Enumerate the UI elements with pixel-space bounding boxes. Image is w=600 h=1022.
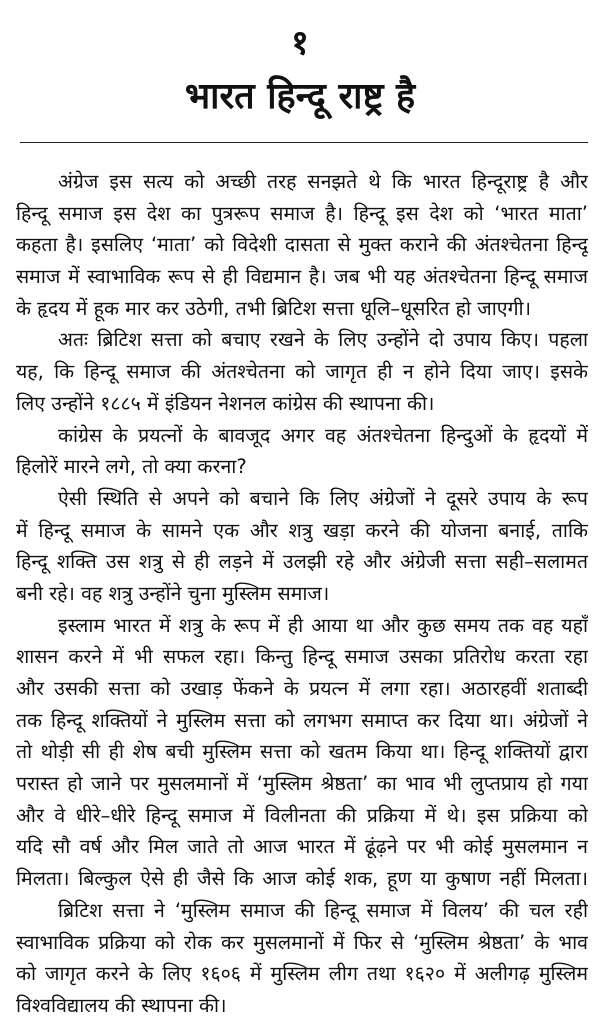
- text-line: हिन्दू समाज इस देश का पुत्ररूप समाज है। हिन्दू इस देश को ‘भारत माता’: [16, 201, 588, 225]
- text-line: बनी रहे। वह शत्रु उन्होंने चुना मुस्लिम समाज।: [16, 581, 330, 605]
- paragraph-first-line: ऐसी स्थिति से अपने को बचाने कि लिए अंग्रेजों ने दूसरे उपाय के रूप: [58, 486, 588, 510]
- paragraph-first-line: अंग्रेज इस सत्य को अच्छी तरह सनझते थे कि भारत हिन्दूराष्ट्र है और: [58, 170, 588, 193]
- paragraph-first-line: अतः ब्रिटिश सत्ता को बचाए रखने के लिए उन्होंने दो उपाय किए। पहला: [58, 328, 588, 352]
- text-line: शासन करने में भी सफल रहा। किन्तु हिन्दू समाज उसका प्रतिरोध करता रहा: [16, 645, 588, 669]
- text-line: कहता है। इसलिए ‘माता’ को विदेशी दासता से मुक्त कराने की अंतश्चेतना हिन्दू: [16, 233, 588, 257]
- text-line: मिलता। बिल्कुल ऐसे ही जैसे कि आज कोई शक, हूण या कुषाण नहीं मिलता।: [16, 867, 588, 891]
- text-line: हिलोरें मारने लगे, तो क्या करना?: [16, 455, 247, 479]
- text-line: तो थोड़ी सी ही शेष बची मुस्लिम सत्ता को खतम किया था। हिन्दू शक्तियों द्वारा: [16, 740, 588, 764]
- text-line: तक हिन्दू शक्तियों ने मुस्लिम सत्ता को लगभग समाप्त कर दिया था। अंग्रेजों ने: [16, 708, 588, 732]
- text-line: परास्त हो जाने पर मुसलमानों में ‘मुस्लिम श्रेष्ठता’ का भाव भी लुप्तप्राय हो गया: [16, 772, 588, 796]
- text-line: हिन्दू शक्ति उस शत्रु से ही लड़ने में उलझी रहे और अंग्रेजी सत्ता सही–सलामत: [16, 550, 588, 574]
- text-line: विश्वविद्यालय की स्थापना की।: [16, 993, 227, 1017]
- text-line: और उसकी सत्ता को उखाड़ फेंकने के प्रयत्न में लगा रहा। अठारहवीं शताब्दी: [16, 677, 588, 700]
- body-text: [16, 166, 588, 1022]
- paragraph-first-line: ब्रिटिश सत्ता ने ‘मुस्लिम समाज की हिन्दू समाज में विलय’ की चल रही: [58, 898, 588, 922]
- chapter-title: भारत हिन्दू राष्ट्र है: [184, 76, 416, 117]
- text-line: यह, कि हिन्दू समाज की अंतश्चेतना को जागृत ही न होने दिया जाए। इसके: [16, 360, 588, 384]
- paragraph-first-line: कांग्रेस के प्रयत्नों के बावजूद अगर वह अंतश्चेतना हिन्दुओं के हृदयों में: [58, 423, 588, 447]
- paragraph-first-line: इस्लाम भारत में शत्रु के रूप में ही आया था और कुछ समय तक वह यहाँ: [58, 613, 588, 637]
- chapter-number: १: [291, 23, 309, 63]
- text-line: और वे धीरे–धीरे हिन्दू समाज में विलीनता की प्रक्रिया में थे। इस प्रक्रिया को: [16, 803, 588, 827]
- text-line: के हृदय में हूक मार कर उठेगी, तभी ब्रिटिश सत्ता धूलि–धूसरित हो जाएगी।: [16, 296, 531, 320]
- text-line: में हिन्दू समाज के सामने एक और शत्रु खड़ा करने की योजना बनाई, ताकि: [16, 518, 588, 542]
- title-divider: [20, 142, 588, 143]
- text-line: स्वाभाविक प्रक्रिया को रोक कर मुसलमानों में फिर से ‘मुस्लिम श्रेष्ठता’ के भाव: [16, 930, 588, 954]
- text-line: को जागृत करने के लिए १६०६ में मुस्लिम लीग तथा १६२० में अलीगढ़ मुस्लिम: [16, 962, 588, 986]
- text-line: यदि सौ वर्ष और मिल जाते तो आज भारत में ढूंढ़ने पर भी कोई मुसलमान न: [16, 835, 588, 859]
- text-line: समाज में स्वाभाविक रूप से ही विद्यमान है। जब भी यह अंतश्चेतना हिन्दू समाज: [16, 265, 588, 289]
- text-line: लिए उन्होंने १८८५ में इंडियन नेशनल कांग्रेस की स्थापना की।: [16, 391, 435, 415]
